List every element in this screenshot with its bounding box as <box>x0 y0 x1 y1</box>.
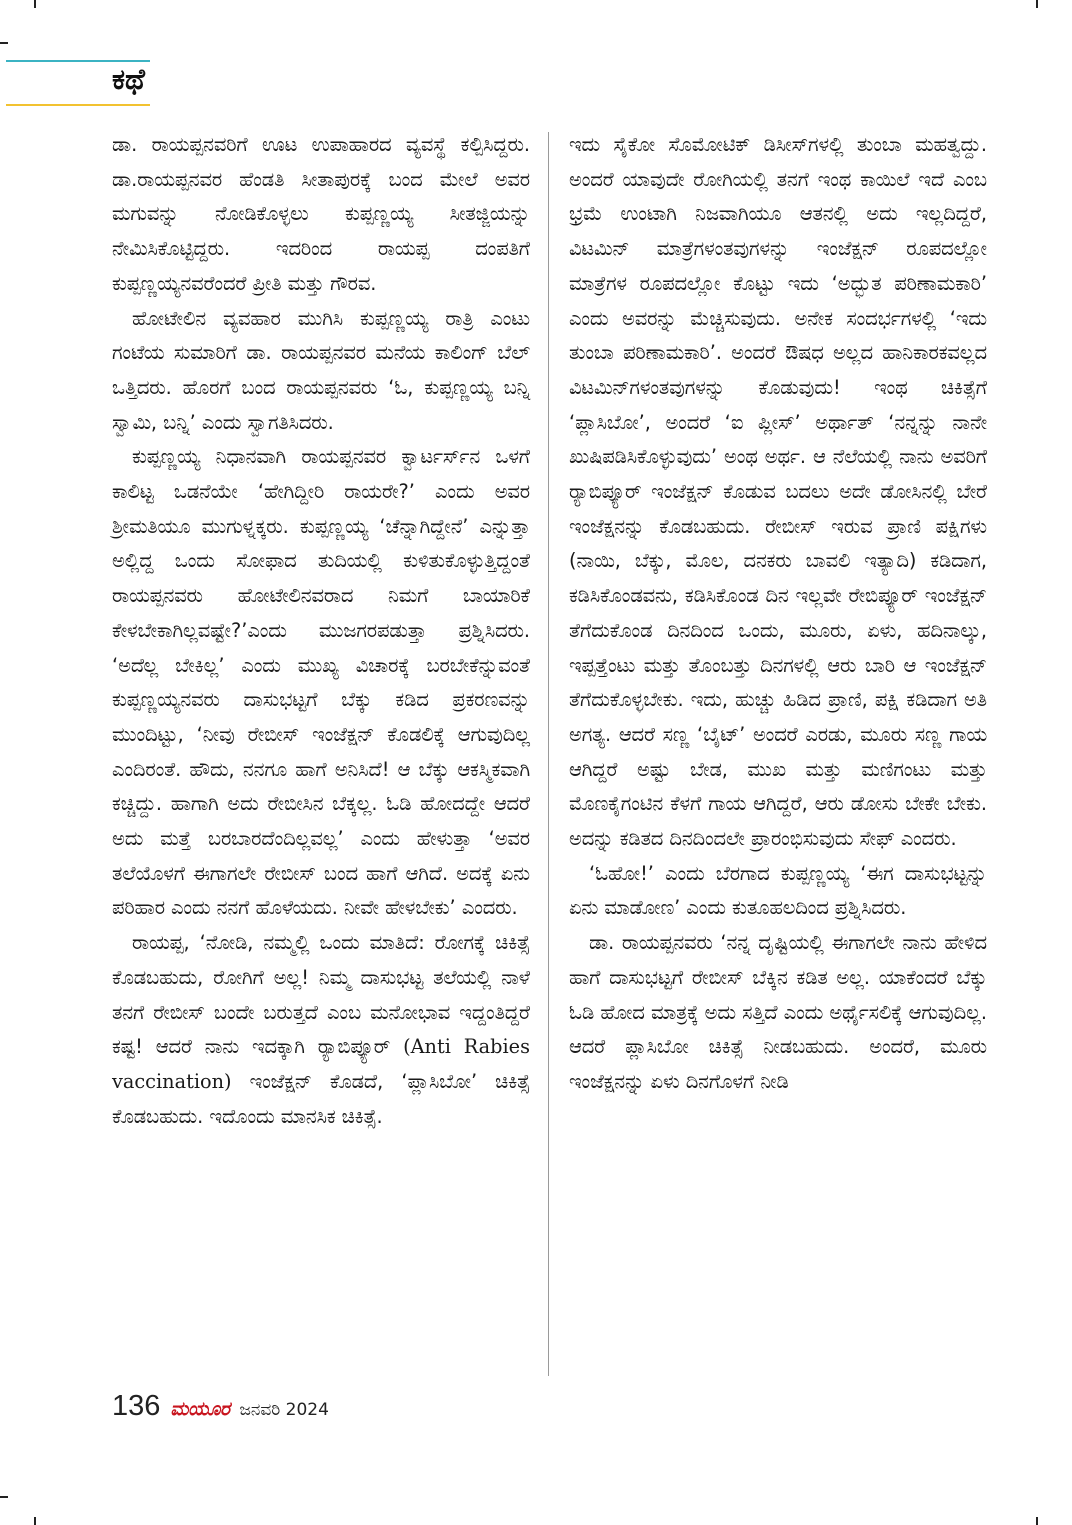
paragraph-text: ರಾಯಪ್ಪ, ‘ನೋಡಿ, ನಮ್ಮಲ್ಲಿ ಒಂದು ಮಾತಿದೆ: ರೋಗಕ್ಕೆ ಚಿಕಿತ್ಸೆ ಕೊಡಬಹುದು, ರೋಗಿಗೆ ಅಲ್ಲ! ನಿಮ್ಮ ದಾಸುಭಟ್ಟ ತಲೆಯಲ್ಲಿ ನಾಳೆ ತನಗೆ ರೇಬೀಸ್ ಬಂದೇ ಬರುತ್ತದೆ ಎಂಬ ಮನೋಭಾವ ಇದ್ದಂತಿದ್ದರೆ ಕಷ್ಟ! ಆದರೆ ನಾನು ಇದಕ್ಕಾಗಿ ರ್‍ಯಾಬಿಪ್ಯೂರ್ <box>112 931 530 1059</box>
paragraph: ಕುಪ್ಪಣ್ಣಯ್ಯ ನಿಧಾನವಾಗಿ ರಾಯಪ್ಪನವರ ಕ್ವಾರ್ಟರ್ಸ್‌ನ ಒಳಗೆ ಕಾಲಿಟ್ಟ ಒಡನೆಯೇ ‘ಹೇಗಿದ್ದೀರಿ ರಾಯರೇ?’ ಎಂದು ಅವರ ಶ್ರೀಮತಿಯೂ ಮುಗುಳ್ನಕ್ಕರು. ಕುಪ್ಪಣ್ಣಯ್ಯ ‘ಚೆನ್ನಾಗಿದ್ದೇನೆ’ ಎನ್ನುತ್ತಾ ಅಲ್ಲಿದ್ದ ಒಂದು ಸೋಫಾದ ತುದಿಯಲ್ಲಿ ಕುಳಿತುಕೊಳ್ಳುತ್ತಿದ್ದಂತೆ ರಾಯಪ್ಪನವರು ಹೋಟೇಲಿನವರಾದ ನಿಮಗೆ ಬಾಯಾರಿಕೆ ಕೇಳಬೇಕಾಗಿಲ್ಲವಷ್ಟೇ?’ಎಂದು ಮುಜಗರಪಡುತ್ತಾ ಪ್ರಶ್ನಿಸಿದರು. ‘ಅದೆಲ್ಲ ಬೇಕಿಲ್ಲ’ ಎಂದು ಮುಖ್ಯ ವಿಚಾರಕ್ಕೆ ಬರಬೇಕೆನ್ನುವಂತೆ ಕುಪ್ಪಣ್ಣಯ್ಯನವರು ದಾಸುಭಟ್ಟಗೆ ಬೆಕ್ಕು ಕಡಿದ ಪ್ರಕರಣವನ್ನು ಮುಂದಿಟ್ಟು, ‘ನೀವು ರೇಬೀಸ್ ಇಂಜೆಕ್ಷನ್ ಕೊಡಲಿಕ್ಕೆ ಆಗುವುದಿಲ್ಲ ಎಂದಿರಂತೆ. ಹೌದು, ನನಗೂ ಹಾಗೆ ಅನಿಸಿದೆ! ಆ ಬೆಕ್ಕು ಆಕಸ್ಮಿಕವಾಗಿ ಕಚ್ಚಿದ್ದು. ಹಾಗಾಗಿ ಅದು ರೇಬೀಸಿನ ಬೆಕ್ಕಲ್ಲ. ಓಡಿ ಹೋದದ್ದೇ ಆದರೆ ಅದು ಮತ್ತೆ ಬರಬಾರದೆಂದಿಲ್ಲವಲ್ಲ’ ಎಂದು ಹೇಳುತ್ತಾ ‘ಅವರ ತಲೆಯೊಳಗೆ ಈಗಾಗಲೇ ರೇಬೀಸ್ ಬಂದ ಹಾಗೆ ಆಗಿದೆ. ಅದಕ್ಕೆ ಏನು ಪರಿಹಾರ ಎಂದು ನನಗೆ ಹೊಳೆಯದು. ನೀವೇ ಹೇಳಬೇಕು’ ಎಂದರು. <box>112 445 530 920</box>
crop-mark <box>0 42 8 44</box>
crop-mark <box>0 1496 8 1498</box>
paragraph: ‘ಓಹೋ!’ ಎಂದು ಬೆರಗಾದ ಕುಪ್ಪಣ್ಣಯ್ಯ ‘ಈಗ ದಾಸುಭಟ್ಟನ್ನು ಏನು ಮಾಡೋಣ’ ಎಂದು ಕುತೂಹಲದಿಂದ ಪ್ರಶ್ನಿಸಿದರು. <box>569 861 987 920</box>
right-column <box>569 128 987 1100</box>
paragraph: ಹೋಟೇಲಿನ ವ್ಯವಹಾರ ಮುಗಿಸಿ ಕುಪ್ಪಣ್ಣಯ್ಯ ರಾತ್ರಿ ಎಂಟು ಗಂಟೆಯ ಸುಮಾರಿಗೆ ಡಾ. ರಾಯಪ್ಪನವರ ಮನೆಯ ಕಾಲಿಂಗ್ ಬೆಲ್ ಒತ್ತಿದರು. ಹೊರಗೆ ಬಂದ ರಾಯಪ್ಪನವರು ‘ಓ, ಕುಪ್ಪಣ್ಣಯ್ಯ ಬನ್ನಿ ಸ್ವಾಮಿ, ಬನ್ನಿ’ ಎಂದು ಸ್ವಾಗತಿಸಿದರು. <box>112 306 530 434</box>
left-column <box>112 128 530 1134</box>
magazine-logo: ಮಯೂರ <box>170 1398 230 1420</box>
crop-mark <box>34 1517 36 1525</box>
paragraph: ಇದು ಸೈಕೋ ಸೊಮೋಟಿಕ್ ಡಿಸೀಸ್‌ಗಳಲ್ಲಿ ತುಂಬಾ ಮಹತ್ವದ್ದು. ಅಂದರೆ ಯಾವುದೇ ರೋಗಿಯಲ್ಲಿ ತನಗೆ ಇಂಥ ಕಾಯಿಲೆ ಇದೆ ಎಂಬ ಭ್ರಮೆ ಉಂಟಾಗಿ ನಿಜವಾಗಿಯೂ ಆತನಲ್ಲಿ ಅದು ಇಲ್ಲದಿದ್ದರೆ, ವಿಟಮಿನ್ ಮಾತ್ರೆಗಳಂತವುಗಳನ್ನು ಇಂಜೆಕ್ಷನ್ ರೂಪದಲ್ಲೋ ಮಾತ್ರೆಗಳ ರೂಪದಲ್ಲೋ ಕೊಟ್ಟು ಇದು ‘ಅದ್ಭುತ ಪರಿಣಾಮಕಾರಿ’ ಎಂದು ಅವರನ್ನು ಮೆಚ್ಚಿಸುವುದು. ಅನೇಕ ಸಂದರ್ಭಗಳಲ್ಲಿ ‘ಇದು ತುಂಬಾ ಪರಿಣಾಮಕಾರಿ’. ಅಂದರೆ ಔಷಧ ಅಲ್ಲದ ಹಾನಿಕಾರಕವಲ್ಲದ ವಿಟಮಿನ್‌ಗಳಂತವುಗಳನ್ನು ಕೊಡುವುದು! ಇಂಥ ಚಿಕಿತ್ಸೆಗೆ ‘ಪ್ಲಾಸಿಬೋ’, ಅಂದರೆ ‘ಐ ಪ್ಲೀಸ್’ ಅರ್ಥಾತ್ ‘ನನ್ನನ್ನು ನಾನೇ ಖುಷಿಪಡಿಸಿಕೊಳ್ಳುವುದು’ ಅಂಥ ಅರ್ಥ. ಆ ನೆಲೆಯಲ್ಲಿ ನಾನು ಅವರಿಗೆ ರ್‍ಯಾಬಿಪ್ಯೂರ್ ಇಂಜೆಕ್ಷನ್ ಕೊಡುವ ಬದಲು ಅದೇ ಡೋಸಿನಲ್ಲಿ ಬೇರೆ ಇಂಜೆಕ್ಷನನ್ನು ಕೊಡಬಹುದು. ರೇಬೀಸ್ ಇರುವ ಪ್ರಾಣಿ ಪಕ್ಷಿಗಳು (ನಾಯಿ, ಬೆಕ್ಕು, ಮೊಲ, ದನಕರು ಬಾವಲಿ ಇತ್ಯಾದಿ) ಕಡಿದಾಗ, ಕಡಿಸಿಕೊಂಡವನು, ಕಡಿಸಿಕೊಂಡ ದಿನ ಇಲ್ಲವೇ ರೇಬಿಪ್ಯೂರ್ ಇಂಜೆಕ್ಷನ್ ತೆಗೆದುಕೊಂಡ ದಿನದಿಂದ ಒಂದು, ಮೂರು, ಏಳು, ಹದಿನಾಲ್ಕು, ಇಪ್ಪತ್ತೆಂಟು ಮತ್ತು ತೊಂಬತ್ತು ದಿನಗಳಲ್ಲಿ ಆರು ಬಾರಿ ಆ ಇಂಜೆಕ್ಷನ್ ತೆಗೆದುಕೊಳ್ಳಬೇಕು. ಇದು, ಹುಚ್ಚು ಹಿಡಿದ ಪ್ರಾಣಿ, ಪಕ್ಷಿ ಕಡಿದಾಗ ಅತಿ ಅಗತ್ಯ. ಆದರೆ ಸಣ್ಣ ‘ಬೈಟ್’ ಅಂದರೆ ಎರಡು, ಮೂರು ಸಣ್ಣ ಗಾಯ ಆಗಿದ್ದರೆ ಅಷ್ಟು ಬೇಡ, ಮುಖ ಮತ್ತು ಮಣಿಗಂಟು ಮತ್ತು ಮೊಣಕೈಗಂಟಿನ ಕೆಳಗೆ ಗಾಯ ಆಗಿದ್ದರೆ, ಆರು ಡೋಸು ಬೇಕೇ ಬೇಕು. ಅದನ್ನು ಕಡಿತದ ದಿನದಿಂದಲೇ ಪ್ರಾರಂಭಿಸುವುದು ಸೇಫ್ ಎಂದರು. <box>569 133 987 851</box>
paragraph: ಡಾ. ರಾಯಪ್ಪನವರು ‘ನನ್ನ ದೃಷ್ಟಿಯಲ್ಲಿ ಈಗಾಗಲೇ ನಾನು ಹೇಳಿದ ಹಾಗೆ ದಾಸುಭಟ್ಟಗೆ ರೇಬೀಸ್ ಬೆಕ್ಕಿನ ಕಡಿತ ಅಲ್ಲ. ಯಾಕೆಂದರೆ ಬೆಕ್ಕು ಓಡಿ ಹೋದ ಮಾತ್ರಕ್ಕೆ ಅದು ಸತ್ತಿದೆ ಎಂದು ಅರ್ಥೈಸಲಿಕ್ಕೆ ಆಗುವುದಿಲ್ಲ. ಆದರೆ ಪ್ಲಾಸಿಬೋ ಚಿಕಿತ್ಸೆ ನೀಡಬಹುದು. ಅಂದರೆ, ಮೂರು ಇಂಜೆಕ್ಷನನ್ನು ಏಳು ದಿನಗೊಳಗೆ ನೀಡಿ <box>569 931 987 1093</box>
paragraph: ಡಾ. ರಾಯಪ್ಪನವರಿಗೆ ಊಟ ಉಪಾಹಾರದ ವ್ಯವಸ್ಥೆ ಕಲ್ಪಿಸಿದ್ದರು. ಡಾ.ರಾಯಪ್ಪನವರ ಹೆಂಡತಿ ಸೀತಾಪುರಕ್ಕೆ ಬಂದ ಮೇಲೆ ಅವರ ಮಗುವನ್ನು ನೋಡಿಕೊಳ್ಳಲು ಕುಪ್ಪಣ್ಣಯ್ಯ ಸೀತಜ್ಜಿಯನ್ನು ನೇಮಿಸಿಕೊಟ್ಟಿದ್ದರು. ಇದರಿಂದ ರಾಯಪ್ಪ ದಂಪತಿಗೆ ಕುಪ್ಪಣ್ಣಯ್ಯನವರೆಂದರೆ ಪ್ರೀತಿ ಮತ್ತು ಗೌರವ. <box>112 133 530 295</box>
paragraph <box>112 926 530 1134</box>
page-footer <box>112 1390 329 1423</box>
column-divider <box>548 132 549 1376</box>
paragraph-text: ಇಂಜೆಕ್ಷನ್ ಕೊಡದೆ, ‘ಪ್ಲಾಸಿಬೋ’ ಚಿಕಿತ್ಸೆ ಕೊಡಬಹುದು. ಇದೊಂದು ಮಾನಸಿಕ ಚಿಕಿತ್ಸೆ. <box>112 1069 530 1128</box>
issue-date: ಜನವರಿ 2024 <box>239 1400 329 1420</box>
crop-mark <box>1036 1517 1038 1525</box>
crop-mark <box>34 0 36 8</box>
crop-mark <box>1036 0 1038 8</box>
header-rule-bottom <box>6 104 150 106</box>
latin-term: (Anti Rabies vaccination) <box>112 1035 530 1093</box>
page-number: 136 <box>112 1390 161 1422</box>
section-title: ಕಥೆ <box>112 62 145 96</box>
